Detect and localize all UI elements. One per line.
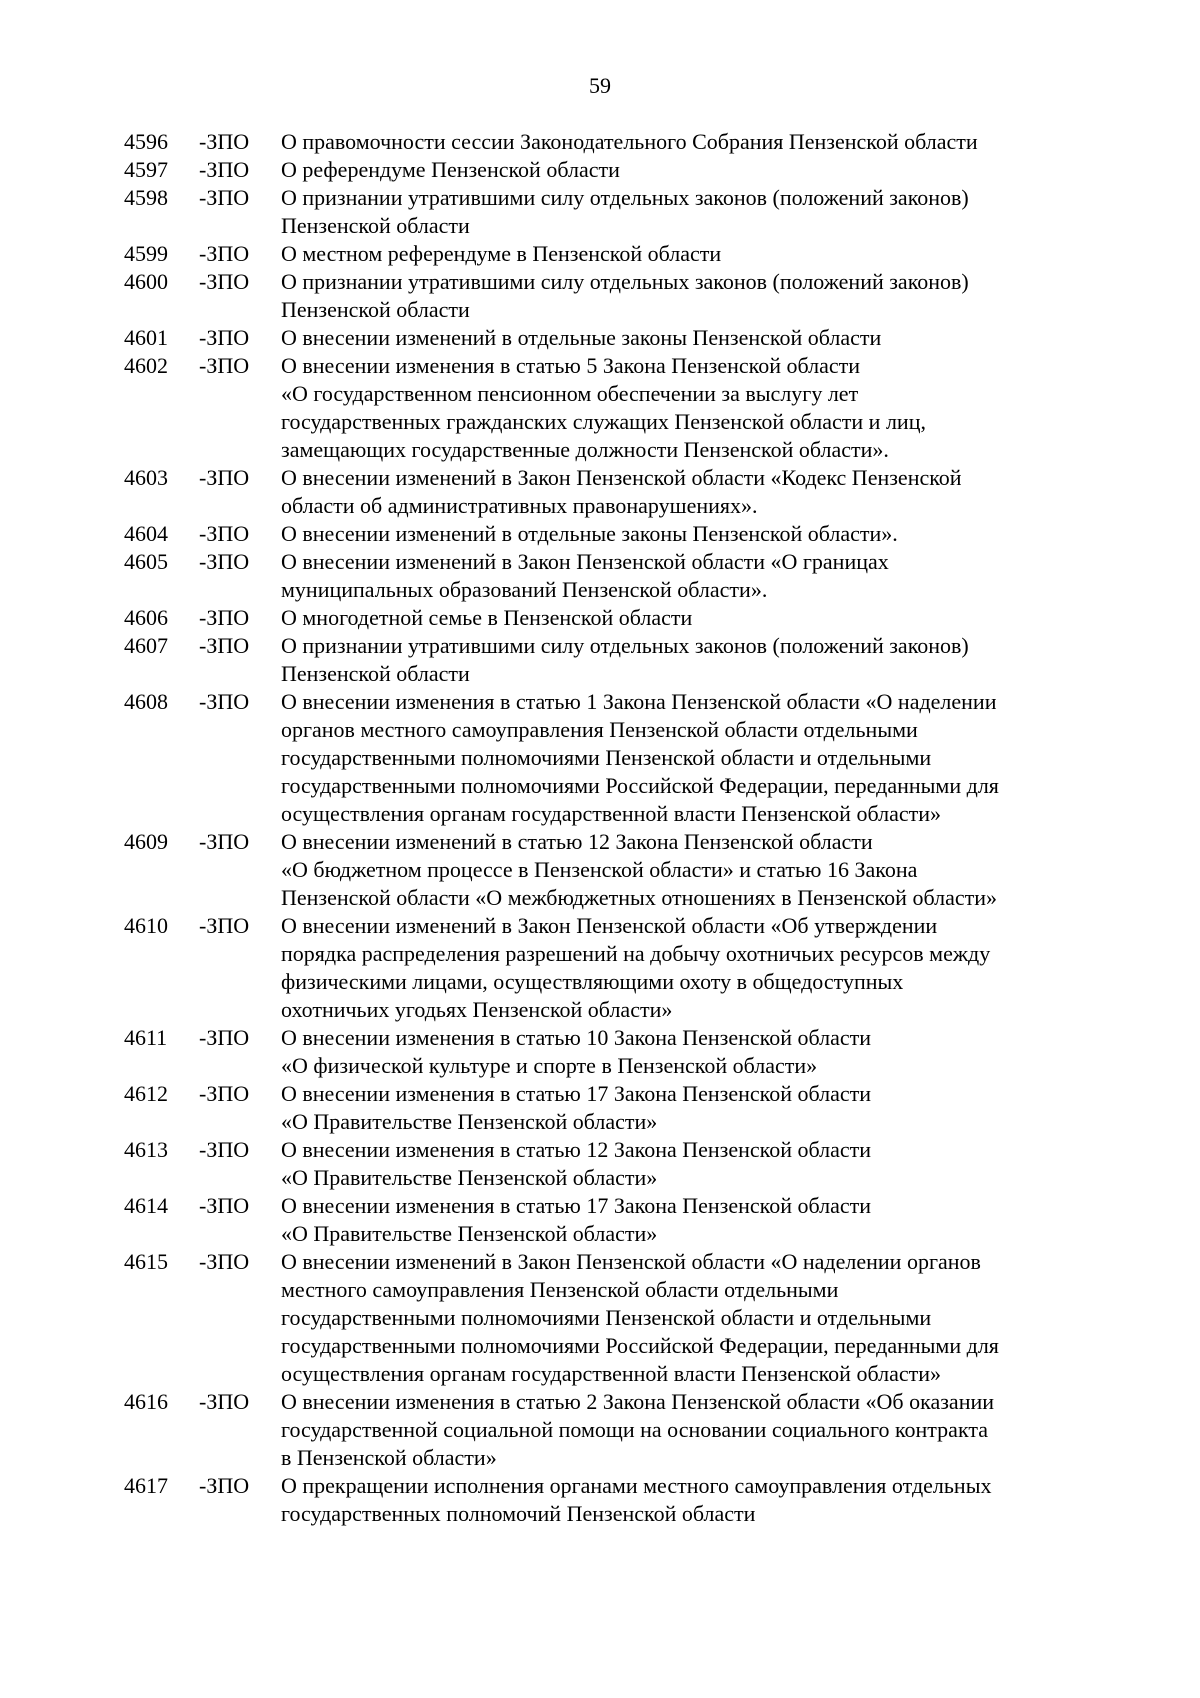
law-title-line: Пензенской области (281, 661, 470, 686)
law-suffix: -ЗПО (199, 913, 250, 938)
law-number: 4615 (124, 1249, 168, 1274)
law-row (0, 1248, 1200, 1388)
law-title (281, 548, 1091, 604)
law-suffix: -ЗПО (199, 1249, 250, 1274)
law-title-line: государственных полномочий Пензенской области (281, 1501, 756, 1526)
law-title-line: «О государственном пенсионном обеспечении за выслугу лет (281, 381, 859, 406)
law-suffix: -ЗПО (199, 1473, 250, 1498)
law-number: 4598 (124, 185, 168, 210)
law-title-line: Пензенской области (281, 213, 470, 238)
law-number: 4602 (124, 353, 168, 378)
law-title (281, 324, 1091, 352)
law-row (0, 912, 1200, 1024)
law-suffix: -ЗПО (199, 129, 250, 154)
law-title-line: осуществления органам государственной власти Пензенской области» (281, 1361, 941, 1386)
law-title-line: местного самоуправления Пензенской области отдельными (281, 1277, 839, 1302)
law-title-line: государственными полномочиями Пензенской области и отдельными (281, 745, 932, 770)
law-title-line: муниципальных образований Пензенской области». (281, 577, 768, 602)
law-row (0, 1080, 1200, 1136)
law-row (0, 268, 1200, 324)
law-title-line: осуществления органам государственной власти Пензенской области» (281, 801, 941, 826)
law-row (0, 464, 1200, 520)
law-number: 4599 (124, 241, 168, 266)
law-title-line: «О бюджетном процессе в Пензенской области» и статью 16 Закона (281, 857, 918, 882)
law-title (281, 688, 1091, 828)
law-title (281, 1080, 1091, 1136)
law-title-line: государственными полномочиями Российской Федерации, переданными для (281, 1333, 999, 1358)
law-title (281, 240, 1091, 268)
law-title (281, 604, 1091, 632)
law-suffix: -ЗПО (199, 157, 250, 182)
law-number: 4600 (124, 269, 168, 294)
law-title-line: О референдуме Пензенской области (281, 157, 620, 182)
law-suffix: -ЗПО (199, 1025, 250, 1050)
law-title-line: О внесении изменений в Закон Пензенской области «Кодекс Пензенской (281, 465, 962, 490)
law-suffix: -ЗПО (199, 605, 250, 630)
law-suffix: -ЗПО (199, 325, 250, 350)
law-number: 4613 (124, 1137, 168, 1162)
law-suffix: -ЗПО (199, 1389, 250, 1414)
law-row (0, 1472, 1200, 1528)
law-title-line: Пензенской области «О межбюджетных отношениях в Пензенской области» (281, 885, 997, 910)
law-suffix: -ЗПО (199, 829, 250, 854)
law-row (0, 184, 1200, 240)
law-suffix: -ЗПО (199, 1081, 250, 1106)
law-title-line: охотничьих угодьях Пензенской области» (281, 997, 673, 1022)
law-title (281, 1248, 1091, 1388)
law-number: 4601 (124, 325, 168, 350)
law-title (281, 912, 1091, 1024)
law-number: 4605 (124, 549, 168, 574)
law-title (281, 1024, 1091, 1080)
law-title-line: «О Правительстве Пензенской области» (281, 1221, 658, 1246)
law-suffix: -ЗПО (199, 241, 250, 266)
law-number: 4611 (124, 1025, 168, 1050)
law-title-line: физическими лицами, осуществляющими охоту в общедоступных (281, 969, 904, 994)
law-title-line: О внесении изменения в статью 5 Закона Пензенской области (281, 353, 861, 378)
law-row (0, 240, 1200, 268)
law-suffix: -ЗПО (199, 465, 250, 490)
law-title-line: О внесении изменения в статью 17 Закона Пензенской области (281, 1193, 872, 1218)
law-title-line: в Пензенской области» (281, 1445, 497, 1470)
page-number: 59 (589, 73, 611, 98)
law-number: 4617 (124, 1473, 168, 1498)
law-title (281, 1472, 1091, 1528)
law-title (281, 268, 1091, 324)
law-title-line: О многодетной семье в Пензенской области (281, 605, 693, 630)
law-suffix: -ЗПО (199, 269, 250, 294)
law-title-line: замещающих государственные должности Пензенской области». (281, 437, 889, 462)
law-title-line: О внесении изменения в статью 1 Закона Пензенской области «О наделении (281, 689, 997, 714)
law-row (0, 828, 1200, 912)
law-row (0, 1136, 1200, 1192)
law-title (281, 156, 1091, 184)
law-title-line: О внесении изменения в статью 2 Закона Пензенской области «Об оказании (281, 1389, 995, 1414)
law-number: 4607 (124, 633, 168, 658)
law-number: 4609 (124, 829, 168, 854)
law-title-line: О внесении изменений в отдельные законы Пензенской области (281, 325, 882, 350)
law-title (281, 520, 1091, 548)
law-number: 4604 (124, 521, 168, 546)
law-title-line: О признании утратившими силу отдельных законов (положений законов) (281, 185, 969, 210)
law-number: 4608 (124, 689, 168, 714)
law-title (281, 184, 1091, 240)
law-number: 4606 (124, 605, 168, 630)
law-title (281, 1192, 1091, 1248)
law-title-line: «О Правительстве Пензенской области» (281, 1165, 658, 1190)
law-title-line: О внесении изменений в отдельные законы Пензенской области». (281, 521, 898, 546)
law-title-line: государственными полномочиями Пензенской области и отдельными (281, 1305, 932, 1330)
law-row (0, 632, 1200, 688)
law-suffix: -ЗПО (199, 689, 250, 714)
law-title (281, 1388, 1091, 1472)
law-number: 4612 (124, 1081, 168, 1106)
law-title-line: О внесении изменений в Закон Пензенской области «О границах (281, 549, 889, 574)
law-number: 4597 (124, 157, 168, 182)
law-suffix: -ЗПО (199, 185, 250, 210)
law-list (0, 128, 1200, 1528)
law-title-line: О внесении изменений в статью 12 Закона Пензенской области (281, 829, 873, 854)
law-suffix: -ЗПО (199, 1193, 250, 1218)
law-number: 4614 (124, 1193, 168, 1218)
law-title-line: органов местного самоуправления Пензенской области отдельными (281, 717, 918, 742)
law-suffix: -ЗПО (199, 1137, 250, 1162)
law-row (0, 324, 1200, 352)
law-row (0, 1024, 1200, 1080)
law-row (0, 156, 1200, 184)
law-number: 4603 (124, 465, 168, 490)
law-suffix: -ЗПО (199, 549, 250, 574)
law-suffix: -ЗПО (199, 521, 250, 546)
law-title-line: государственных гражданских служащих Пензенской области и лиц, (281, 409, 926, 434)
law-title-line: «О Правительстве Пензенской области» (281, 1109, 658, 1134)
law-row (0, 548, 1200, 604)
law-title-line: О прекращении исполнения органами местного самоуправления отдельных (281, 1473, 992, 1498)
law-title-line: О правомочности сессии Законодательного Собрания Пензенской области (281, 129, 978, 154)
law-suffix: -ЗПО (199, 353, 250, 378)
law-row (0, 1388, 1200, 1472)
law-title (281, 1136, 1091, 1192)
law-title-line: О внесении изменения в статью 10 Закона Пензенской области (281, 1025, 872, 1050)
law-title-line: порядка распределения разрешений на добычу охотничьих ресурсов между (281, 941, 991, 966)
law-title (281, 632, 1091, 688)
law-number: 4616 (124, 1389, 168, 1414)
law-title (281, 128, 1091, 156)
law-row (0, 520, 1200, 548)
law-title-line: О внесении изменений в Закон Пензенской области «О наделении органов (281, 1249, 981, 1274)
law-title-line: О внесении изменений в Закон Пензенской области «Об утверждении (281, 913, 938, 938)
law-row (0, 128, 1200, 156)
law-number: 4610 (124, 913, 168, 938)
law-number: 4596 (124, 129, 168, 154)
law-title-line: государственными полномочиями Российской Федерации, переданными для (281, 773, 999, 798)
law-title (281, 352, 1091, 464)
law-row (0, 604, 1200, 632)
law-suffix: -ЗПО (199, 633, 250, 658)
law-row (0, 1192, 1200, 1248)
law-row (0, 352, 1200, 464)
law-title-line: О внесении изменения в статью 12 Закона Пензенской области (281, 1137, 872, 1162)
law-title-line: О местном референдуме в Пензенской области (281, 241, 722, 266)
law-title-line: «О физической культуре и спорте в Пензенской области» (281, 1053, 818, 1078)
law-title-line: области об административных правонарушениях». (281, 493, 758, 518)
law-title-line: О признании утратившими силу отдельных законов (положений законов) (281, 633, 969, 658)
law-title-line: О признании утратившими силу отдельных законов (положений законов) (281, 269, 969, 294)
law-row (0, 688, 1200, 828)
law-title (281, 464, 1091, 520)
law-title-line: Пензенской области (281, 297, 470, 322)
law-title (281, 828, 1091, 912)
law-title-line: О внесении изменения в статью 17 Закона Пензенской области (281, 1081, 872, 1106)
law-title-line: государственной социальной помощи на основании социального контракта (281, 1417, 988, 1442)
